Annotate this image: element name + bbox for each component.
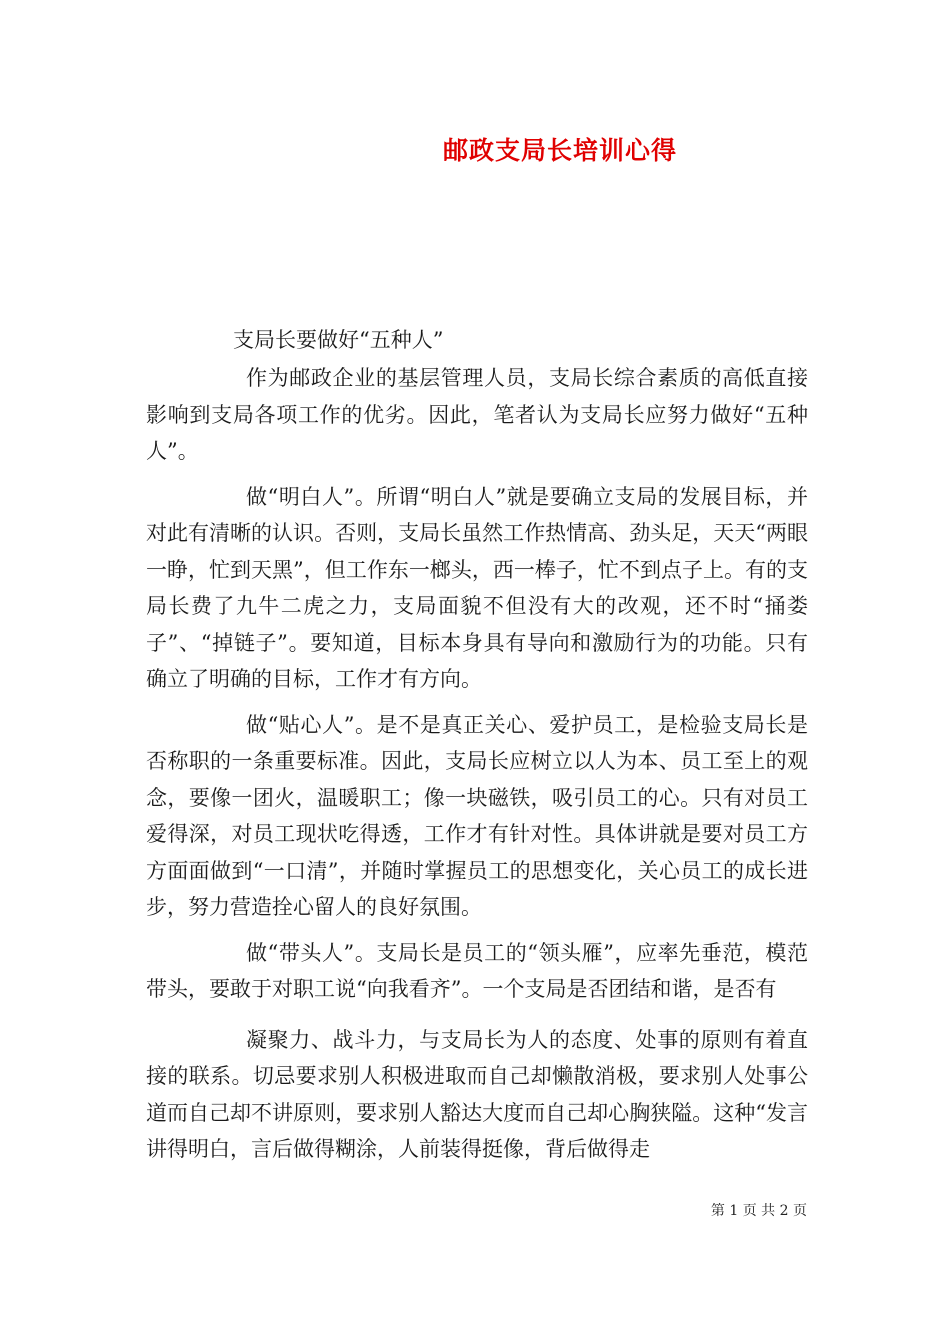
page-number: 第 1 页 共 2 页 (710, 1203, 807, 1219)
paragraph-intro: 作为邮政企业的基层管理人员，支局长综合素质的高低直接影响到支局各项工作的优劣。因此，笔者认为支局长应努力做好“五种人”。 (146, 366, 808, 463)
document-body (146, 360, 808, 1168)
paragraph-daitouren: 做“带头人”。支局长是员工的“领头雁”，应率先垂范，模范带头，要敢于对职工说“向我看齐”。一个支局是否团结和谐，是否有 (146, 940, 808, 1001)
document-title: 邮政支局长培训心得 (442, 136, 677, 165)
paragraph-continuation: 凝聚力、战斗力，与支局长为人的态度、处事的原则有着直接的联系。切忌要求别人积极进取而自己却懒散消极，要求别人处事公道而自己却不讲原则，要求别人豁达大度而自己却心胸狭隘。这种“发言讲得明白，言后做得糊涂，人前装得挺像，背后做得走 (146, 1027, 808, 1161)
paragraph-mingbairen: 做“明白人”。所谓“明白人”就是要确立支局的发展目标，并对此有清晰的认识。否则，支局长虽然工作热情高、劲头足，天天“两眼一睁，忙到天黑”，但工作东一榔头，西一棒子，忙不到点子上。有的支局长费了九牛二虎之力，支局面貌不但没有大的改观，还不时“捅娄子”、“掉链子”。要知道，目标本身具有导向和激励行为的功能。只有确立了明确的目标，工作才有方向。 (146, 484, 808, 691)
paragraph-tiexinren: 做“贴心人”。是不是真正关心、爱护员工，是检验支局长是否称职的一条重要标准。因此，支局长应树立以人为本、员工至上的观念，要像一团火，温暖职工；像一块磁铁，吸引员工的心。只有对员工爱得深，对员工现状吃得透，工作才有针对性。具体讲就是要对员工方方面面做到“一口清”，并随时掌握员工的思想变化，关心员工的成长进步，努力营造拴心留人的良好氛围。 (146, 712, 808, 919)
section-subtitle: 支局长要做好“五种人” (233, 328, 444, 352)
